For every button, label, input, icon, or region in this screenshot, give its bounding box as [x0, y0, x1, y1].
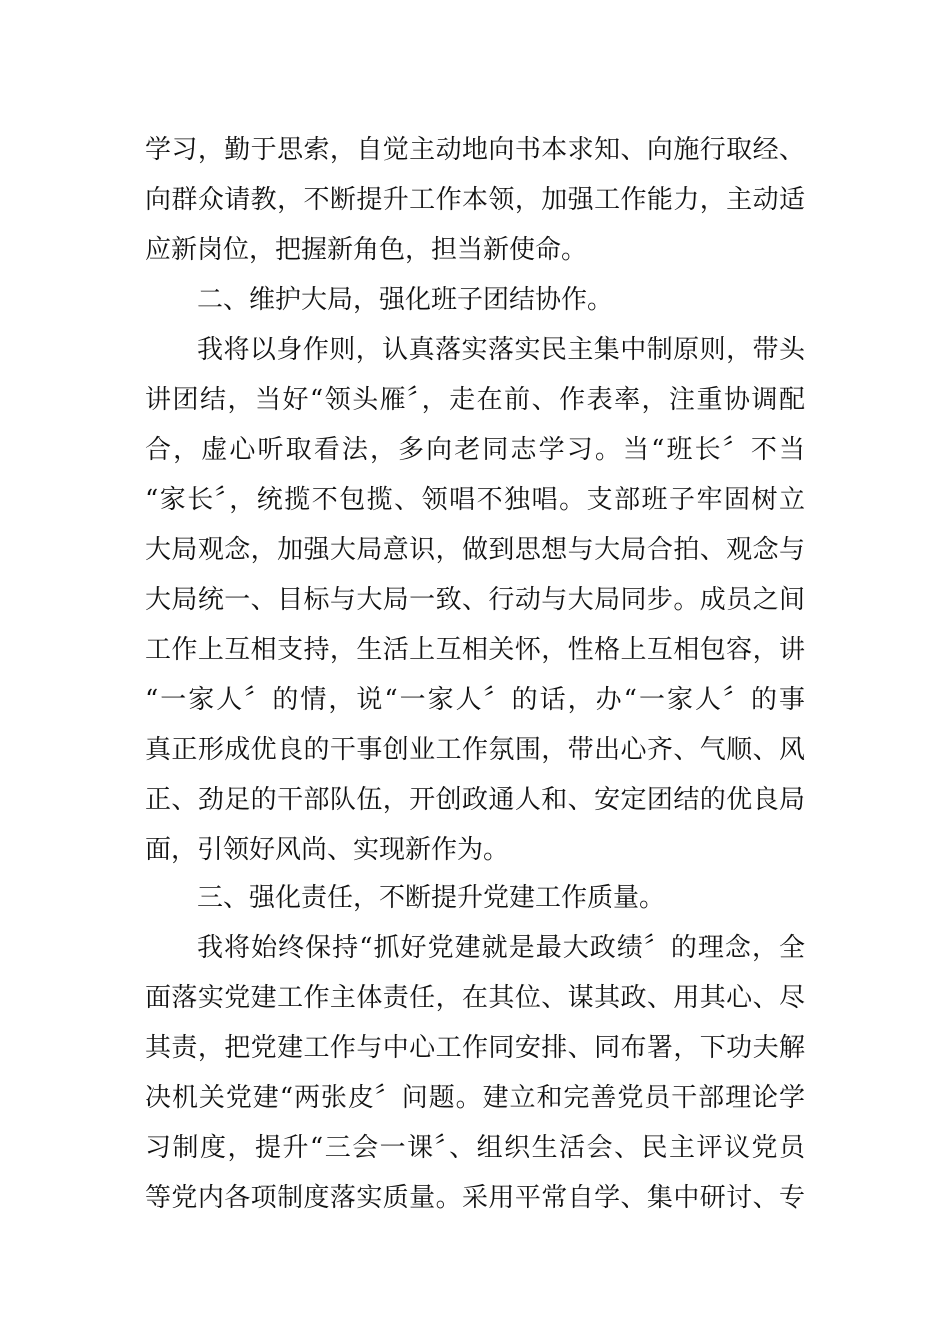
text-line: 等党内各项制度落实质量。采用平常自学、集中研讨、专: [145, 1183, 805, 1213]
text-line: 其责，把党建工作与中心工作同安排、同布署，下功夫解: [145, 1033, 805, 1063]
text-line: 大局统一、目标与大局一致、行动与大局同步。成员之间: [145, 585, 805, 615]
text-line: 大局观念，加强大局意识，做到思想与大局合拍、观念与: [145, 535, 805, 565]
text-line: 面落实党建工作主体责任，在其位、谋其政、用其心、尽: [145, 983, 805, 1013]
text-line: 面，引领好风尚、实现新作为。: [145, 835, 510, 865]
text-line: 应新岗位，把握新角色，担当新使命。: [145, 235, 588, 265]
section-heading: 二、维护大局，强化班子团结协作。: [197, 285, 614, 315]
text-line: 工作上互相支持，生活上互相关怀，性格上互相包容，讲: [145, 635, 805, 665]
text-line: 习制度，提升“三会一课〞、组织生活会、民主评议党员: [145, 1133, 805, 1163]
text-line: 正、劲足的干部队伍，开创政通人和、安定团结的优良局: [145, 785, 805, 815]
text-line: 学习，勤于思索，自觉主动地向书本求知、向施行取经、: [145, 135, 805, 165]
text-line: 真正形成优良的干事创业工作氛围，带出心齐、气顺、风: [145, 735, 805, 765]
text-line: 向群众请教，不断提升工作本领，加强工作能力，主动适: [145, 185, 805, 215]
text-line: 我将以身作则，认真落实落实民主集中制原则，带头: [197, 335, 805, 365]
text-line: “家长〞，统揽不包揽、领唱不独唱。支部班子牢固树立: [145, 485, 805, 515]
section-heading: 三、强化责任，不断提升党建工作质量。: [197, 883, 666, 913]
text-line: “一家人〞的情，说“一家人〞的话，办“一家人〞的事: [145, 685, 805, 715]
text-line: 合，虚心听取看法，多向老同志学习。当“班长〞不当: [145, 435, 805, 465]
text-line: 讲团结，当好“领头雁〞，走在前、作表率，注重协调配: [145, 385, 805, 415]
text-line: 我将始终保持“抓好党建就是最大政绩〞的理念，全: [197, 933, 805, 963]
text-line: 决机关党建“两张皮〞问题。建立和完善党员干部理论学: [145, 1083, 805, 1113]
